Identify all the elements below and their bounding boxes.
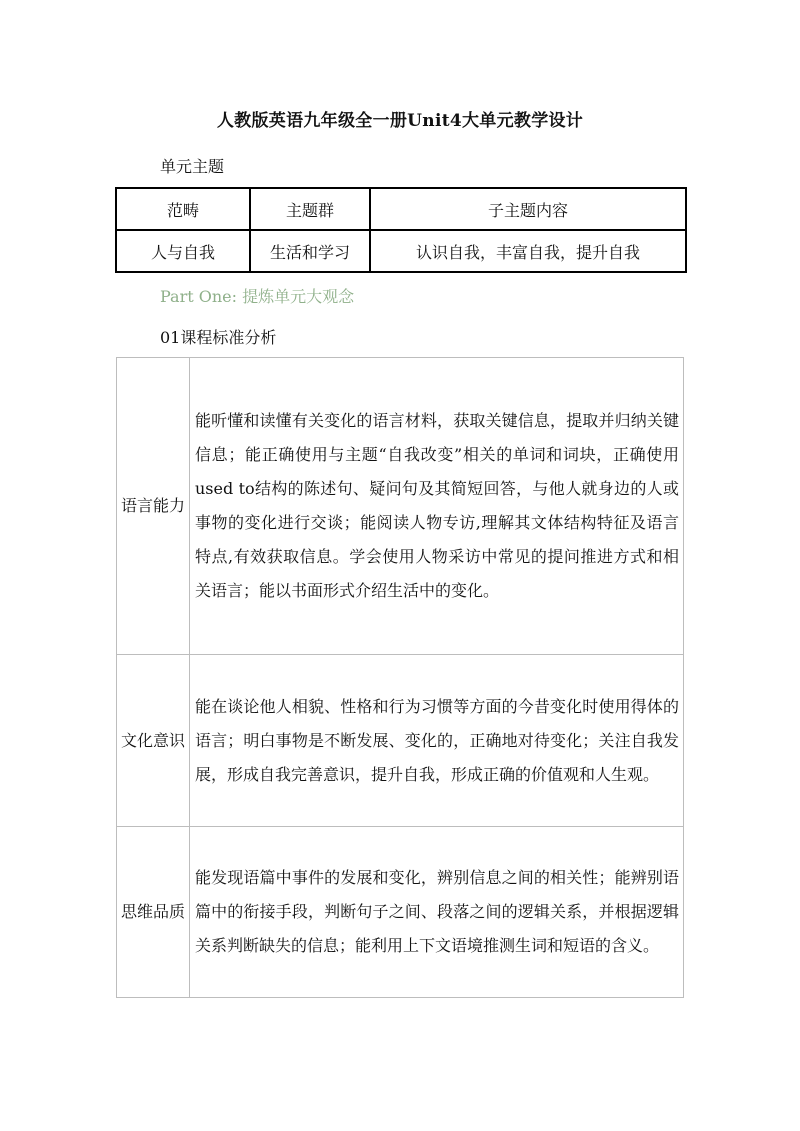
cell-category: 人与自我 (116, 230, 250, 272)
standards-table (116, 357, 684, 998)
header-cell-category: 范畴 (116, 188, 250, 230)
standards-row (117, 655, 684, 827)
standards-category: 文化意识 (117, 655, 190, 827)
standards-description: 能发现语篇中事件的发展和变化，辨别信息之间的相关性；能辨别语篇中的衔接手段，判断句子之间、段落之间的逻辑关系，并根据逻辑关系判断缺失的信息；能利用上下文语境推测生词和短语的含义。 (190, 827, 684, 998)
course-standards-heading: 01课程标准分析 (160, 328, 277, 347)
document-title: 人教版英语九年级全一册Unit4大单元教学设计 (216, 111, 584, 131)
standards-description: 能在谈论他人相貌、性格和行为习惯等方面的今昔变化时使用得体的语言；明白事物是不断发展、变化的，正确地对待变化；关注自我发展，形成自我完善意识，提升自我，形成正确的价值观和人生观。 (190, 655, 684, 827)
part-one-heading: Part One: 提炼单元大观念 (160, 287, 355, 306)
cell-theme-group: 生活和学习 (250, 230, 370, 272)
standards-category: 思维品质 (117, 827, 190, 998)
cell-subtheme: 认识自我，丰富自我，提升自我 (370, 230, 686, 272)
standards-row (117, 827, 684, 998)
header-cell-subtheme: 子主题内容 (370, 188, 686, 230)
theme-table-header-row (116, 188, 686, 230)
theme-table-row (116, 230, 686, 272)
theme-table (115, 187, 687, 273)
standards-description: 能听懂和读懂有关变化的语言材料，获取关键信息，提取并归纳关键信息；能正确使用与主题“自我改变”相关的单词和词块，正确使用used to结构的陈述句、疑问句及其简短回答，与他人就身边的人或事物的变化进行交谈；能阅读人物专访,理解其文体结构特征及语言特点,有效获取信息。学会使用人物采访中常见的提问推进方式和相关语言；能以书面形式介绍生活中的变化。 (190, 358, 684, 655)
standards-category: 语言能力 (117, 358, 190, 655)
standards-row (117, 358, 684, 655)
header-cell-theme-group: 主题群 (250, 188, 370, 230)
unit-theme-label: 单元主题 (160, 157, 225, 176)
